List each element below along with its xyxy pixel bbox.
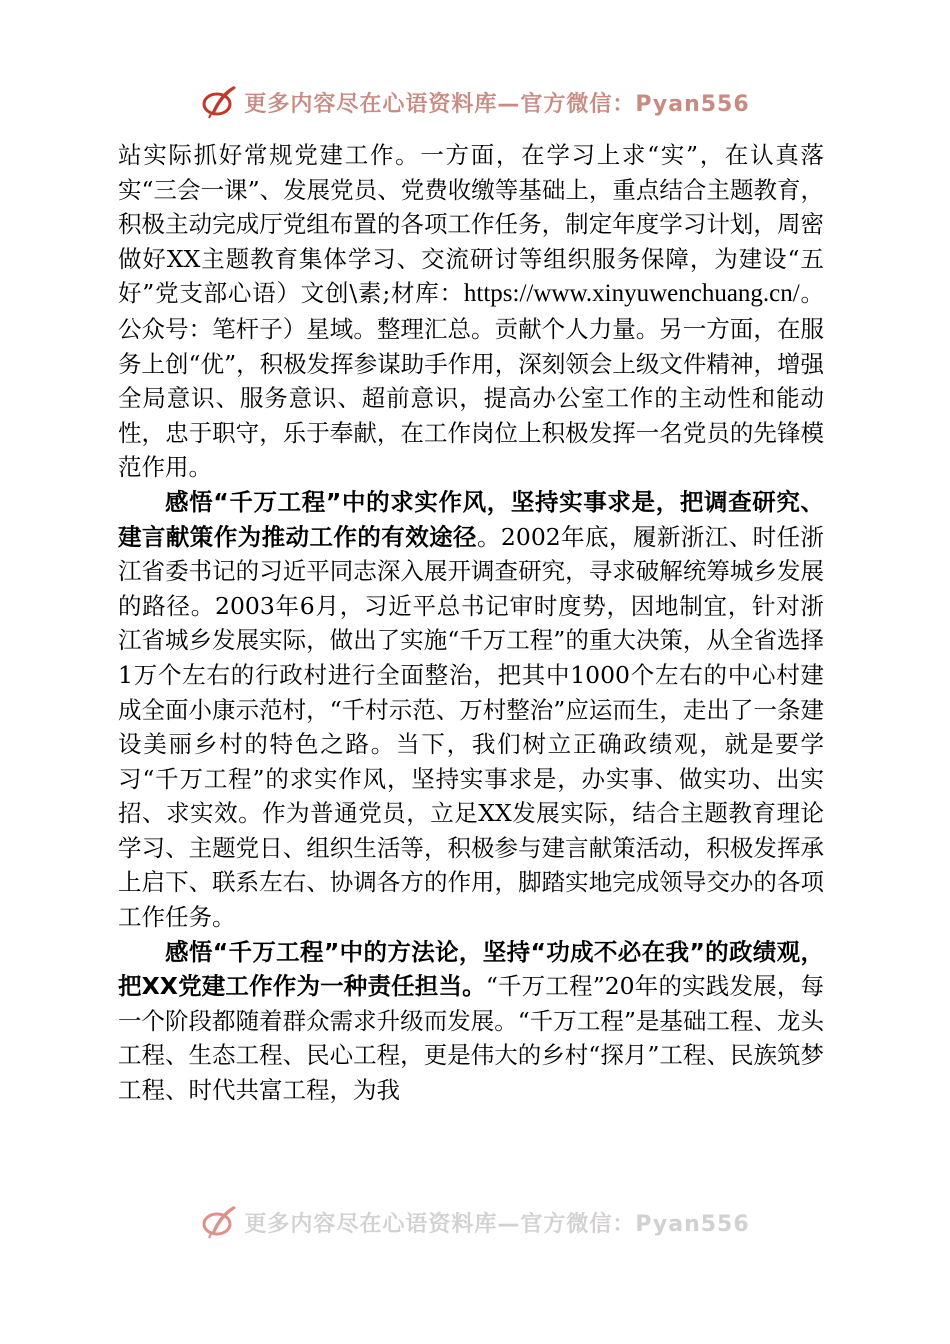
paragraph-2-lead: 感悟“千万工程”中的求实作风，坚持实事求是，把调查研究、建言献策作为推动工作的有效途径 [118,487,824,551]
paragraph-3-lead: 感悟“千万工程”中的方法论，坚持“功成不必在我”的政绩观，把XX党建工作作为一种责任担当。 [118,937,824,1001]
paragraph-3 [118,935,824,1108]
paragraph-1-text-a: 站实际抓好常规党建工作。一方面，在学习上求“实”，在认真落实“三会一课”、发展党员、党费收缴等基础上，重点结合主题教育，积极主动完成厅党组布置的各项工作任务，制定年度学习计划，周密做好XX主题教育集体学习、交流研讨等组织服务保障，为建设“五好”党支部心语）文创\素;材库： [118,141,824,308]
paragraph-1 [118,138,824,485]
website-url: https://www.xinyuwenchuang.cn/ [463,280,800,308]
quill-pen-icon [200,82,240,122]
watermark-text: 更多内容尽在心语资料库—官方微信：Pyan556 [244,1211,750,1237]
footer-watermark [0,1200,950,1244]
quill-pen-icon [200,1202,240,1242]
watermark-text: 更多内容尽在心语资料库—官方微信：Pyan556 [244,91,750,117]
paragraph-1-text-b: 。公众号：笔杆子）星域。整理汇总。贡献个人力量。另一方面，在服务上创“优”，积极发挥参谋助手作用，深刻领会上级文件精神，增强全局意识、服务意识、超前意识，提高办公室工作的主动性和能动性，忠于职守，乐于奉献，在工作岗位上积极发挥一名党员的先锋模范作用。 [118,279,825,482]
paragraph-2-text: 。2002年底，履新浙江、时任浙江省委书记的习近平同志深入展开调查研究，寻求破解统筹城乡发展的路径。2003年6月，习近平总书记审时度势，因地制宜，针对浙江省城乡发展实际，做出了实施“千万工程”的重大决策，从全省选择1万个左右的行政村进行全面整治，把其中1000个左右的中心村建成全面小康示范村，“千村示范、万村整治”应运而生，走出了一条建设美丽乡村的特色之路。当下，我们树立正确政绩观，就是要学习“千万工程”的求实作风，坚持实事求是，办实事、做实功、出实招、求实效。作为普通党员，立足XX发展实际，结合主题教育理论学习、主题党日、组织生活等，积极参与建言献策活动，积极发挥承上启下、联系左右、协调各方的作用，脚踏实地完成领导交办的各项工作任务。 [118,522,824,932]
paragraph-3-text: “千万工程”20年的实践发展，每一个阶段都随着群众需求升级而发展。“千万工程”是基础工程、龙头工程、生态工程、民心工程，更是伟大的乡村“探月”工程、民族筑梦工程、时代共富工程，为我 [118,972,824,1105]
document-body [118,138,824,1108]
paragraph-2 [118,485,824,935]
header-watermark [0,80,950,124]
